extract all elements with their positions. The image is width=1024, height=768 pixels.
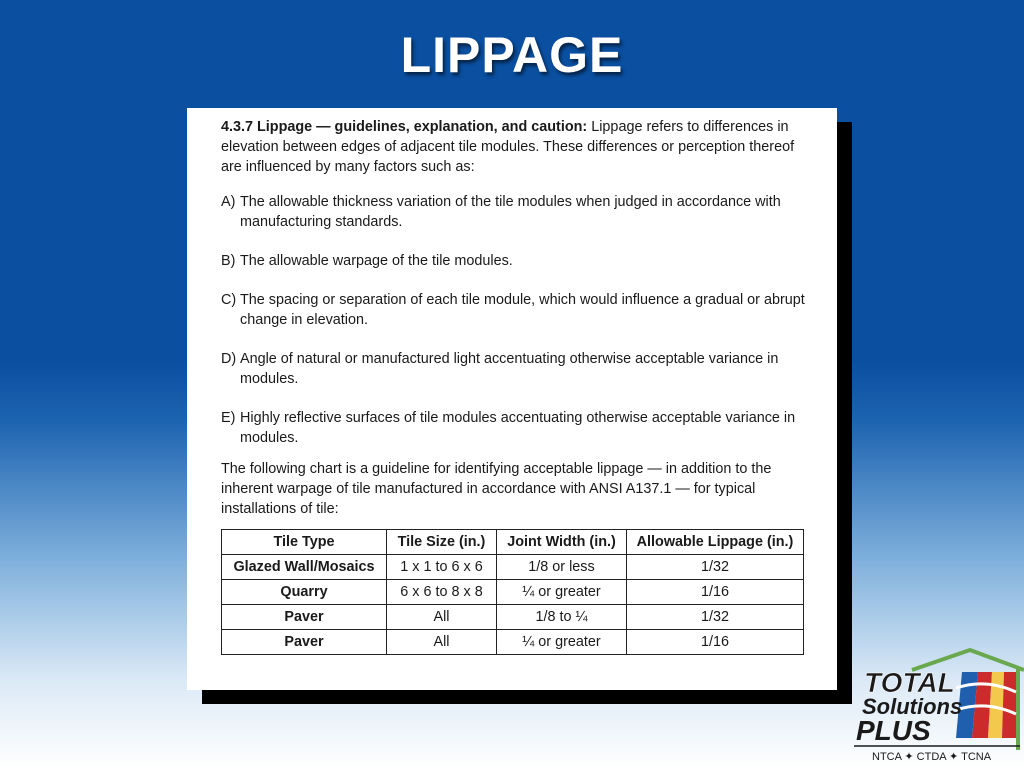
- column-header-tile-size: Tile Size (in.): [387, 530, 497, 555]
- cell-tile-type: Paver: [222, 605, 387, 630]
- list-item-letter: E): [221, 410, 236, 426]
- list-item-text: The spacing or separation of each tile module, which would influence a gradual or abrupt change in elevation.: [240, 292, 805, 328]
- table-header-row: [222, 530, 804, 555]
- list-item-letter: B): [221, 253, 236, 269]
- table-row: [222, 605, 804, 630]
- list-item-text: Highly reflective surfaces of tile modules accentuating otherwise acceptable variance in modules.: [240, 410, 796, 446]
- logo-solutions-text: Solutions: [862, 694, 963, 719]
- list-item: [221, 290, 811, 330]
- logo-total-text: TOTAL: [864, 667, 955, 698]
- cell-joint-width: ¼ or greater: [497, 630, 627, 655]
- document-text: [221, 117, 811, 519]
- logo-plus-text: PLUS: [856, 715, 931, 746]
- cell-joint-width: 1/8 or less: [497, 555, 627, 580]
- list-item-letter: A): [221, 194, 236, 210]
- stripes-emblem-icon: [956, 672, 1016, 738]
- list-item: [221, 192, 811, 232]
- cell-tile-size: All: [387, 605, 497, 630]
- cell-joint-width: ¼ or greater: [497, 580, 627, 605]
- cell-allowable-lippage: 1/32: [627, 555, 804, 580]
- document-panel: [187, 108, 837, 690]
- list-item: [221, 408, 811, 448]
- total-solutions-plus-logo: [852, 648, 1024, 768]
- column-header-allowable-lippage: Allowable Lippage (in.): [627, 530, 804, 555]
- intro-paragraph: [221, 117, 811, 177]
- cell-tile-type: Glazed Wall/Mosaics: [222, 555, 387, 580]
- lippage-table: [221, 529, 804, 655]
- intro-text: Lippage refers to differences in elevation between edges of adjacent tile modules. These differences or perception thereof are influenced by many factors such as:: [221, 119, 795, 175]
- cell-tile-size: All: [387, 630, 497, 655]
- list-item: [221, 349, 811, 389]
- column-header-tile-type: Tile Type: [222, 530, 387, 555]
- list-item-letter: D): [221, 351, 237, 367]
- cell-tile-size: 1 x 1 to 6 x 6: [387, 555, 497, 580]
- list-item-letter: C): [221, 292, 237, 308]
- table-row: [222, 580, 804, 605]
- list-item-text: The allowable thickness variation of the tile modules when judged in accordance with manufacturing standards.: [240, 194, 781, 230]
- section-heading: 4.3.7 Lippage — guidelines, explanation, and caution:: [221, 119, 588, 135]
- logo-tagline-text: NTCA ✦ CTDA ✦ TCNA: [872, 751, 992, 763]
- cell-allowable-lippage: 1/16: [627, 630, 804, 655]
- list-item-text: Angle of natural or manufactured light accentuating otherwise acceptable variance in modules.: [240, 351, 779, 387]
- table-row: [222, 630, 804, 655]
- cell-tile-size: 6 x 6 to 8 x 8: [387, 580, 497, 605]
- slide-title: LIPPAGE: [400, 27, 624, 83]
- column-header-joint-width: Joint Width (in.): [497, 530, 627, 555]
- cell-tile-type: Paver: [222, 630, 387, 655]
- chart-note: The following chart is a guideline for identifying acceptable lippage — in addition to the inherent warpage of tile manufactured in accordance with ANSI A137.1 — for typical installations of tile:: [221, 461, 772, 517]
- cell-allowable-lippage: 1/32: [627, 605, 804, 630]
- cell-joint-width: 1/8 to ¼: [497, 605, 627, 630]
- cell-allowable-lippage: 1/16: [627, 580, 804, 605]
- list-item-text: The allowable warpage of the tile modules.: [240, 253, 513, 269]
- table-row: [222, 555, 804, 580]
- list-item: [221, 251, 811, 271]
- cell-tile-type: Quarry: [222, 580, 387, 605]
